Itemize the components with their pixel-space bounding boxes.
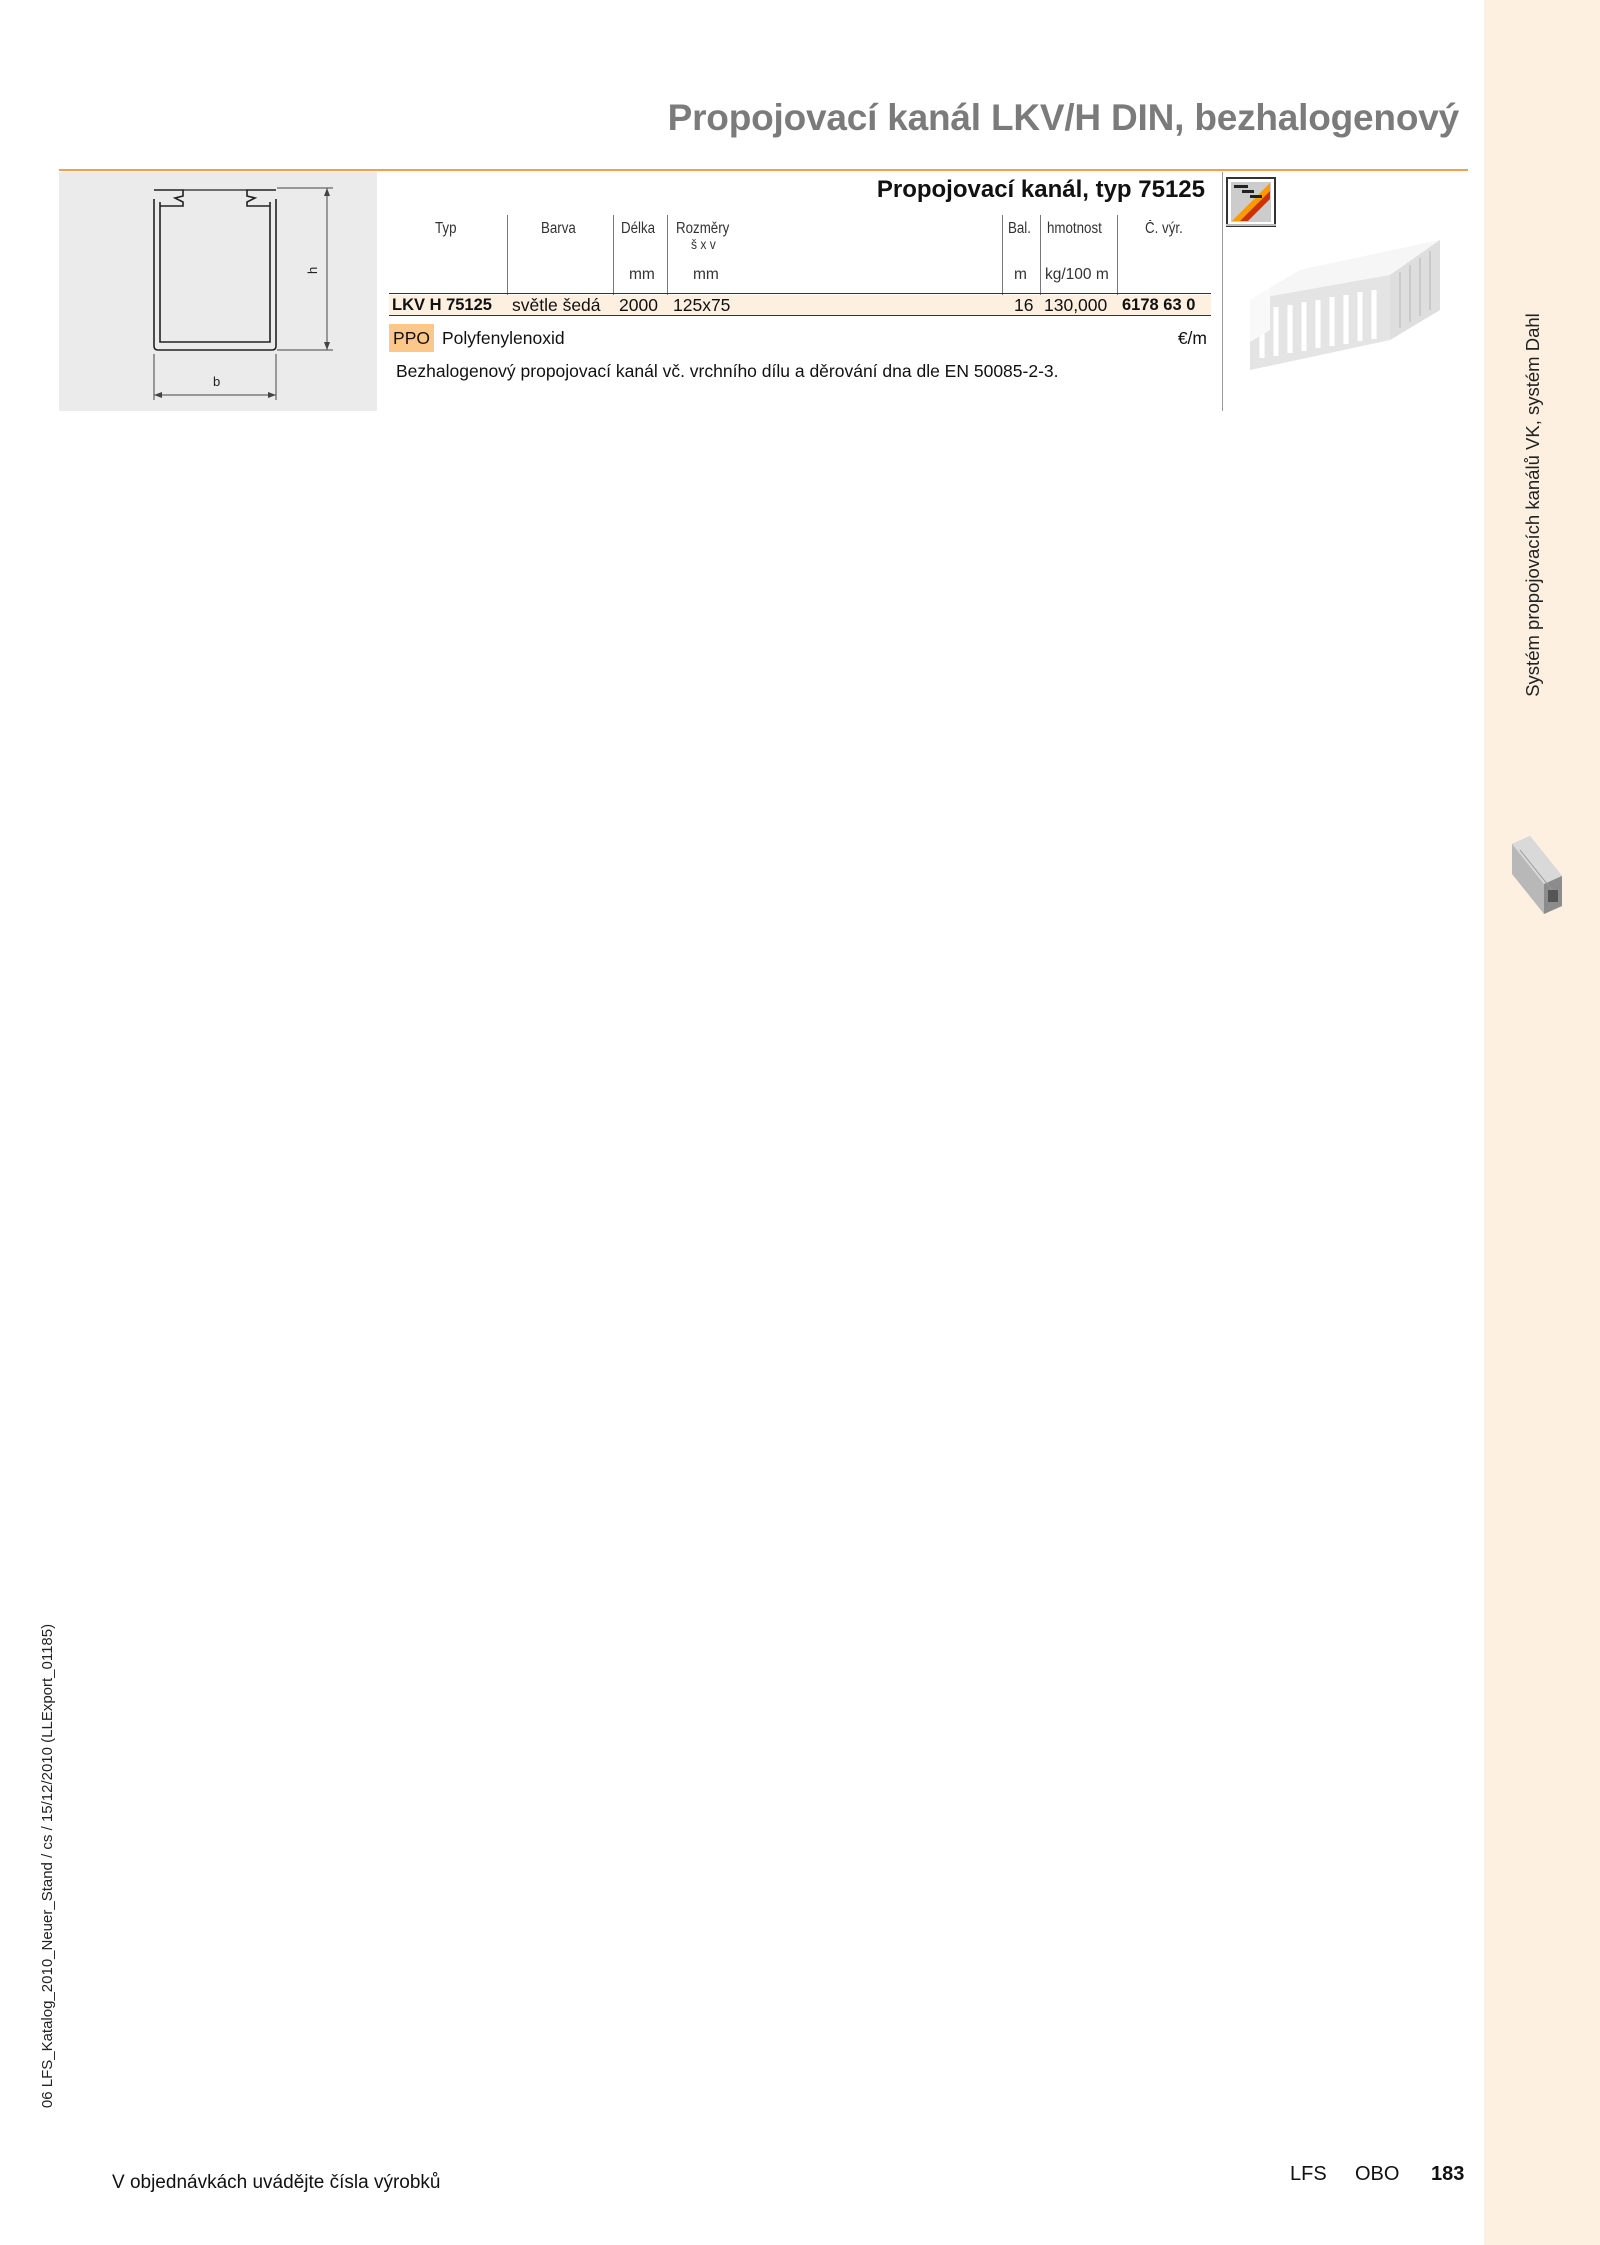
dimension-label-b: b <box>213 374 221 389</box>
material-name: Polyfenylenoxid <box>442 328 565 348</box>
cell-typ: LKV H 75125 <box>392 296 492 314</box>
table-header-rule <box>389 293 1211 294</box>
table-row-rule <box>389 315 1211 316</box>
unit-hmotnost: kg/100 m <box>1045 266 1109 283</box>
dimension-label-h: h <box>305 266 320 274</box>
header-typ: Typ <box>435 220 457 237</box>
cell-bal: 16 <box>1014 295 1034 315</box>
product-description: Bezhalogenový propojovací kanál vč. vrchního dílu a děrování dna dle EN 50085-2-3. <box>396 361 1059 381</box>
cell-hmotnost: 130,000 <box>1044 295 1108 315</box>
header-delka: Délka <box>621 220 656 237</box>
cell-rozmery: 125x75 <box>673 295 731 315</box>
sidebar-section-label: Systém propojovacích kanálů VK, systém Dahl <box>1522 313 1543 697</box>
title-divider <box>59 169 1468 171</box>
unit-delka: mm <box>629 266 655 283</box>
flame-icon-caption <box>1226 222 1276 228</box>
footer-note: V objednávkách uvádějte čísla výrobků <box>112 2172 441 2193</box>
flame-retardant-icon <box>1226 177 1276 227</box>
header-hmotnost: hmotnost <box>1047 220 1102 237</box>
price-unit: €/m <box>1177 328 1207 348</box>
header-rozmery: Rozměry <box>676 220 730 237</box>
document-code: 06 LFS_Katalog_2010_Neuer_Stand / cs / 15/12/2010 (LLExport_01185) <box>39 1623 56 2109</box>
section-title: Propojovací kanál, typ 75125 <box>876 176 1205 203</box>
header-rozmery-sub: š x v <box>691 236 716 252</box>
page-title: Propojovací kanál LKV/H DIN, bezhalogenový <box>667 97 1459 138</box>
cell-cvyr: 6178 63 0 <box>1122 296 1196 314</box>
cell-delka: 2000 <box>619 295 658 315</box>
dimension-drawing <box>59 172 377 411</box>
footer-brand-obo: OBO <box>1355 2163 1400 2185</box>
header-barva: Barva <box>541 220 576 237</box>
cable-duct-photo <box>1240 240 1440 390</box>
page-number: 183 <box>1431 2163 1465 2185</box>
cable-duct-thumbnail-icon <box>1508 836 1564 914</box>
cell-barva: světle šedá <box>512 295 601 315</box>
material-code-badge: PPO <box>389 324 434 352</box>
unit-bal: m <box>1014 266 1027 283</box>
photo-divider <box>1222 172 1223 411</box>
unit-rozmery: mm <box>693 266 719 283</box>
header-cvyr: Č. výr. <box>1145 220 1183 237</box>
header-bal: Bal. <box>1008 220 1031 237</box>
footer-brand-lfs: LFS <box>1290 2163 1327 2185</box>
